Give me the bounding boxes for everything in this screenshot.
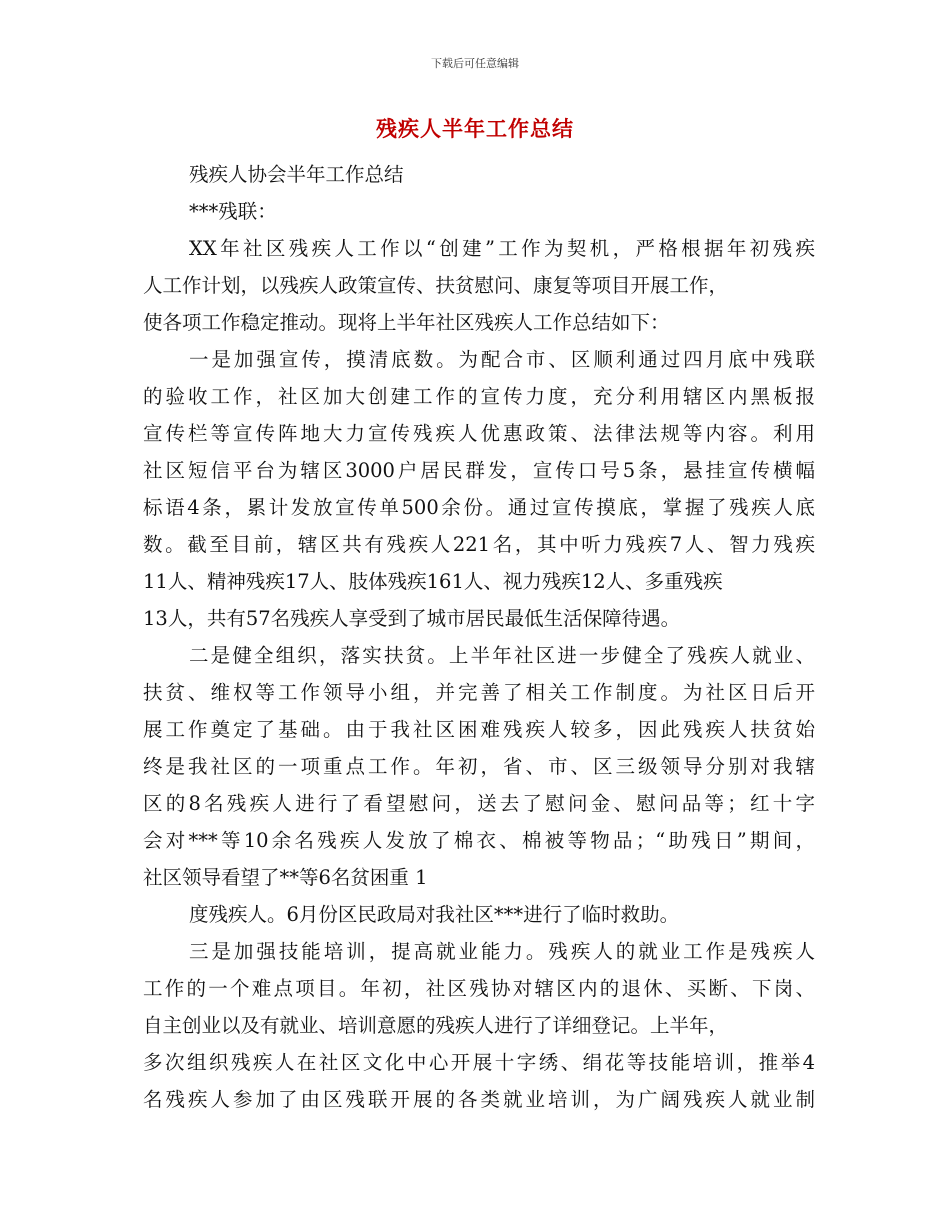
document-title: 残疾人半年工作总结 xyxy=(376,117,574,141)
body-text-line: 区的8名残疾人进行了看望慰问，送去了慰问金、慰问品等；红十字 xyxy=(143,792,815,815)
body-text-line: 11人、精神残疾17人、肢体残疾161人、视力残疾12人、多重残疾 xyxy=(143,570,723,593)
body-text-line: 度残疾人。6月份区民政局对我社区***进行了临时救助。 xyxy=(189,903,680,926)
body-text-line: 宣传栏等宣传阵地大力宣传残疾人优惠政策、法律法规等内容。利用 xyxy=(143,422,815,445)
body-text-line: 的验收工作，社区加大创建工作的宣传力度，充分利用辖区内黑板报 xyxy=(143,385,815,408)
body-text-line: 二是健全组织，落实扶贫。上半年社区进一步健全了残疾人就业、 xyxy=(189,644,815,667)
body-text-line: ***残联： xyxy=(189,200,277,223)
body-text-line: 人工作计划，以残疾人政策宣传、扶贫慰问、康复等项目开展工作， xyxy=(143,274,729,297)
body-text-line: 数。截至目前，辖区共有残疾人221名，其中听力残疾7人、智力残疾 xyxy=(143,533,815,556)
body-text-line: 一是加强宣传，摸清底数。为配合市、区顺利通过四月底中残联 xyxy=(189,348,815,371)
body-text-line: 自主创业以及有就业、培训意愿的残疾人进行了详细登记。上半年， xyxy=(143,1014,729,1037)
body-text-line: 残疾人协会半年工作总结 xyxy=(189,163,404,186)
body-text-line: 社区领导看望了**等6名贫困重 1 xyxy=(143,866,428,889)
body-text-line: 展工作奠定了基础。由于我社区困难残疾人较多，因此残疾人扶贫始 xyxy=(143,718,815,741)
body-text-line: 终是我社区的一项重点工作。年初，省、市、区三级领导分别对我辖 xyxy=(143,755,815,778)
body-text-line: 使各项工作稳定推动。现将上半年社区残疾人工作总结如下： xyxy=(143,311,670,334)
body-text-line: 名残疾人参加了由区残联开展的各类就业培训，为广阔残疾人就业制 xyxy=(143,1088,815,1111)
page-header: 下载后可任意编辑 xyxy=(431,57,519,70)
body-text-line: 扶贫、维权等工作领导小组，并完善了相关工作制度。为社区日后开 xyxy=(143,681,815,704)
body-text-line: 会对***等10余名残疾人发放了棉衣、棉被等物品；“助残日”期间， xyxy=(143,829,815,852)
body-text-line: 社区短信平台为辖区3000户居民群发，宣传口号5条，悬挂宣传横幅 xyxy=(143,459,815,482)
body-text-line: 标语4条，累计发放宣传单500余份。通过宣传摸底，掌握了残疾人底 xyxy=(143,496,815,519)
body-text-line: 工作的一个难点项目。年初，社区残协对辖区内的退休、买断、下岗、 xyxy=(143,977,815,1000)
body-text-line: XX年社区残疾人工作以“创建”工作为契机，严格根据年初残疾 xyxy=(189,237,815,260)
body-text-line: 三是加强技能培训，提高就业能力。残疾人的就业工作是残疾人 xyxy=(189,940,815,963)
body-text-line: 多次组织残疾人在社区文化中心开展十字绣、绢花等技能培训，推举4 xyxy=(143,1051,815,1074)
document-body xyxy=(143,156,815,1118)
body-text-line: 13人，共有57名残疾人享受到了城市居民最低生活保障待遇。 xyxy=(143,607,681,630)
